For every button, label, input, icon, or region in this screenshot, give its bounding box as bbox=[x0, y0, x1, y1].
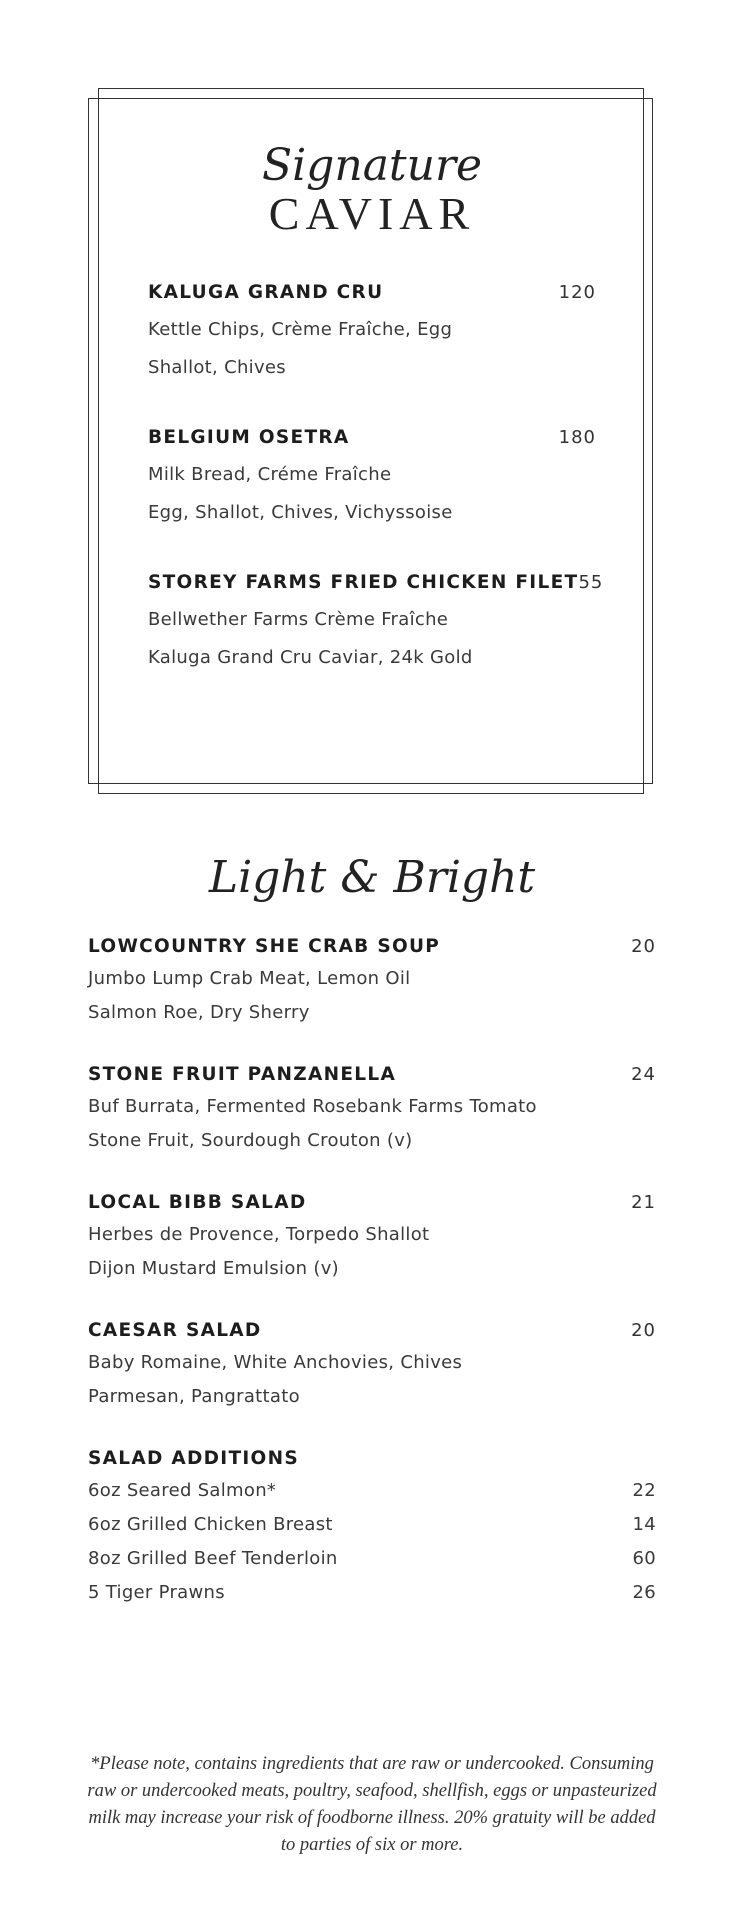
menu-item-price: 21 bbox=[631, 1192, 656, 1213]
menu-item-description-line: Dijon Mustard Emulsion (v) bbox=[88, 1258, 339, 1279]
salad-additions-heading: SALAD ADDITIONS bbox=[88, 1448, 299, 1469]
menu-item-description-line: Jumbo Lump Crab Meat, Lemon Oil bbox=[88, 968, 411, 989]
addition-row bbox=[88, 1576, 656, 1610]
menu-item-name: LOWCOUNTRY SHE CRAB SOUP bbox=[88, 936, 441, 957]
menu-item-price: 20 bbox=[631, 1320, 656, 1341]
menu-item-name: KALUGA GRAND CRU bbox=[148, 282, 384, 303]
menu-item-name: LOCAL BIBB SALAD bbox=[88, 1192, 307, 1213]
menu-item-name: STONE FRUIT PANZANELLA bbox=[88, 1064, 397, 1085]
addition-label: 6oz Grilled Chicken Breast bbox=[88, 1514, 333, 1535]
addition-price: 60 bbox=[632, 1548, 656, 1569]
addition-label: 6oz Seared Salmon* bbox=[88, 1480, 277, 1501]
addition-label: 5 Tiger Prawns bbox=[88, 1582, 225, 1603]
menu-item bbox=[148, 570, 604, 676]
menu-item-name: BELGIUM OSETRA bbox=[148, 427, 350, 448]
menu-item-description-line: Kettle Chips, Crème Fraîche, Egg bbox=[148, 319, 453, 340]
caviar-item-list bbox=[148, 280, 604, 676]
addition-label: 8oz Grilled Beef Tenderloin bbox=[88, 1548, 338, 1569]
menu-item-price: 180 bbox=[558, 427, 596, 448]
menu-item-description-line: Bellwether Farms Crème Fraîche bbox=[148, 609, 449, 630]
menu-item-description-line: Herbes de Provence, Torpedo Shallot bbox=[88, 1224, 430, 1245]
addition-price: 14 bbox=[632, 1514, 656, 1535]
addition-row bbox=[88, 1542, 656, 1576]
menu-item-description-line: Stone Fruit, Sourdough Crouton (v) bbox=[88, 1130, 413, 1151]
caviar-title-caps: CAVIAR bbox=[268, 188, 476, 239]
menu-item-price: 20 bbox=[631, 936, 656, 957]
addition-price: 26 bbox=[632, 1582, 656, 1603]
addition-row bbox=[88, 1508, 656, 1542]
menu-item-description-line: Shallot, Chives bbox=[148, 356, 286, 378]
menu-item-price: 120 bbox=[558, 282, 596, 303]
menu-item bbox=[148, 280, 596, 386]
addition-price: 22 bbox=[632, 1480, 656, 1501]
menu-item-name: CAESAR SALAD bbox=[88, 1320, 262, 1341]
menu-item bbox=[148, 425, 596, 531]
menu-item bbox=[88, 934, 656, 1030]
menu-item-description-line: Buf Burrata, Fermented Rosebank Farms Tomato bbox=[88, 1096, 537, 1117]
menu-item-price: 24 bbox=[631, 1064, 656, 1085]
light-bright-section bbox=[88, 848, 656, 1642]
salad-additions-list bbox=[88, 1474, 656, 1610]
menu-item-description-line: Egg, Shallot, Chives, Vichyssoise bbox=[148, 501, 453, 523]
menu-item-name: STOREY FARMS FRIED CHICKEN FILET bbox=[148, 572, 579, 593]
salad-additions bbox=[88, 1446, 656, 1610]
menu-item bbox=[88, 1062, 656, 1158]
caviar-section bbox=[148, 140, 604, 715]
menu-item bbox=[88, 1190, 656, 1286]
menu-item-description-line: Kaluga Grand Cru Caviar, 24k Gold bbox=[148, 646, 473, 668]
menu-item-description-line: Baby Romaine, White Anchovies, Chives bbox=[88, 1352, 463, 1373]
menu-item-description-line: Salmon Roe, Dry Sherry bbox=[88, 1002, 310, 1023]
addition-row bbox=[88, 1474, 656, 1508]
menu-item-description-line: Milk Bread, Créme Fraîche bbox=[148, 464, 392, 485]
menu-item bbox=[88, 1318, 656, 1414]
menu-item-price: 55 bbox=[578, 572, 604, 593]
light-bright-title: Light & Bright bbox=[208, 852, 536, 903]
menu-item-description-line: Parmesan, Pangrattato bbox=[88, 1386, 300, 1407]
caviar-title-script: Signature bbox=[261, 140, 483, 191]
disclaimer-note: *Please note, contains ingredients that are raw or undercooked. Consuming raw or undercooked meats, poultry, seafood, shellfish, eggs or unpasteurized milk may increase your risk of foodborne illness. 20% gratuity will be added to parties of six or more. bbox=[87, 1753, 657, 1855]
